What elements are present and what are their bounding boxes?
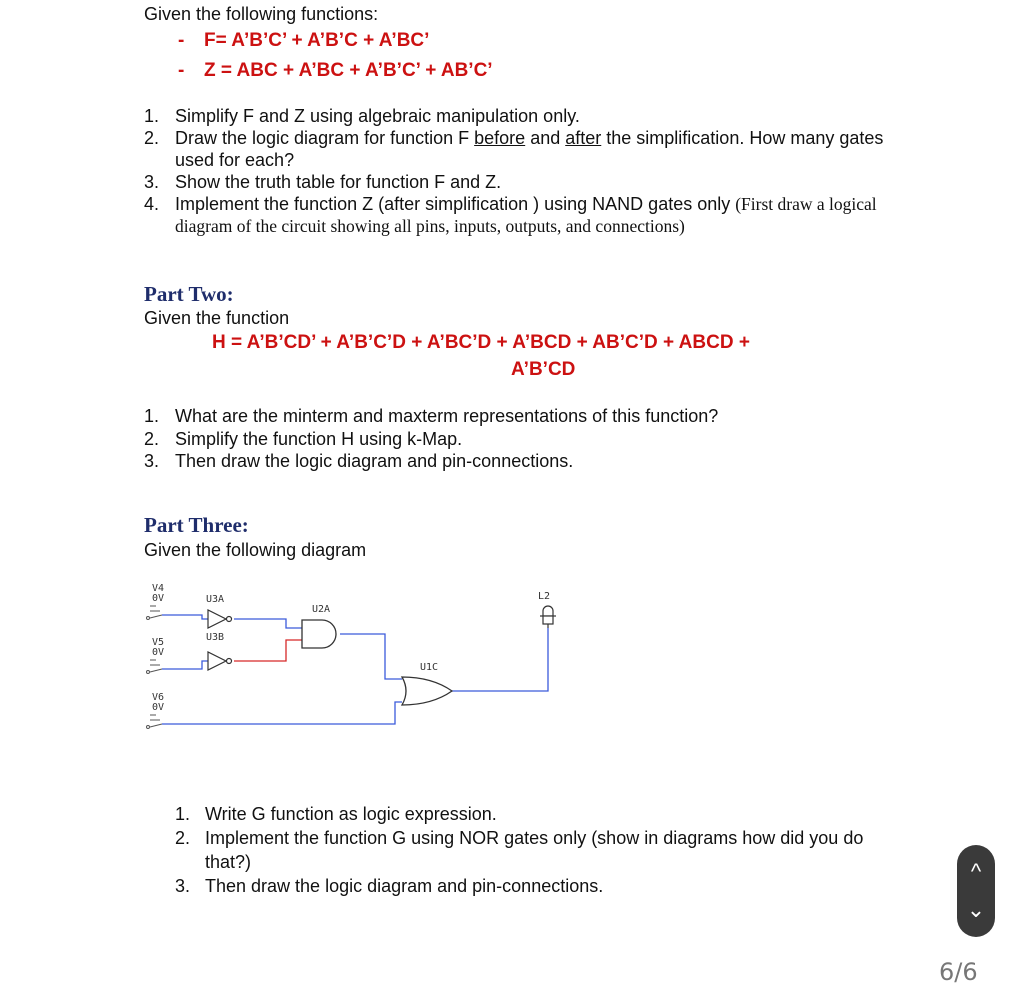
gate-label: U3A: [206, 594, 225, 605]
page-up-button[interactable]: ^: [970, 859, 982, 884]
question-text: Then draw the logic diagram and pin-connections.: [175, 451, 574, 471]
intro-text: Given the following functions:: [144, 4, 379, 24]
function-z-expression: Z = ABC + A’BC + A’B’C’ + AB’C’: [204, 60, 493, 81]
wire-red: [234, 640, 302, 661]
part-three-given: Given the following diagram: [144, 540, 367, 560]
inverter-u3a: [206, 594, 232, 628]
question-text-part: Draw the logic diagram for function F: [175, 128, 475, 148]
gate-label: U2A: [312, 604, 331, 615]
question-text: Simplify F and Z using algebraic manipulation only.: [175, 106, 580, 126]
function-bullet: -: [178, 60, 185, 81]
gate-label: U3B: [206, 632, 225, 643]
question-text: Show the truth table for function F and Z.: [175, 172, 502, 192]
or-gate-u1c: [402, 662, 452, 705]
voltage-source-v4: [147, 583, 165, 620]
question-number: 1.: [175, 804, 191, 824]
underlined-after: after: [565, 128, 602, 148]
and-gate-u2a: [302, 604, 336, 648]
function-f-expression: F= A’B’C’ + A’B’C + A’BC’: [204, 30, 430, 51]
question-text-part: and: [525, 128, 566, 148]
circuit-diagram: [140, 578, 570, 738]
source-label: V5: [152, 637, 165, 648]
source-value: 0V: [152, 647, 165, 658]
part-two-heading: Part Two:: [144, 282, 234, 306]
question-number: 3.: [175, 876, 191, 896]
question-text-continued: diagram of the circuit showing all pins, inputs, outputs, and connections): [175, 216, 685, 236]
function-h-expression: H = A’B’CD’ + A’B’C’D + A’BC’D + A’BCD + AB’C’D + ABCD +: [212, 332, 750, 353]
underlined-before: before: [474, 128, 526, 148]
voltage-source-v6: [147, 692, 165, 729]
question-text: [175, 128, 883, 149]
question-text: [175, 194, 877, 215]
question-number: 2.: [175, 828, 191, 848]
source-label: V4: [152, 583, 165, 594]
function-h-expression-continued: A’B’CD: [511, 359, 576, 380]
probe-label: L2: [538, 591, 551, 602]
question-number: 4.: [144, 194, 160, 214]
question-text-part: Implement the function Z (after simplification ) using NAND gates only: [175, 194, 736, 214]
source-value: 0V: [152, 593, 165, 604]
question-text-continued: that?): [205, 852, 252, 872]
question-number: 2.: [144, 128, 160, 148]
question-text-part: (First draw a logical: [735, 194, 877, 214]
question-number: 3.: [144, 451, 160, 471]
gate-label: U1C: [420, 662, 439, 673]
question-text-part: the simplification. How many gates: [601, 128, 884, 148]
question-number: 1.: [144, 406, 160, 426]
source-label: V6: [152, 692, 165, 703]
question-text: What are the minterm and maxterm representations of this function?: [175, 406, 719, 426]
part-three-heading: Part Three:: [144, 513, 249, 537]
source-value: 0V: [152, 702, 165, 713]
question-text: Write G function as logic expression.: [205, 804, 497, 824]
page-down-button[interactable]: ⌄: [966, 897, 986, 922]
question-text: Simplify the function H using k-Map.: [175, 429, 463, 449]
voltage-source-v5: [147, 637, 165, 674]
question-text: Implement the function G using NOR gates only (show in diagrams how did you do: [205, 828, 864, 848]
question-number: 1.: [144, 106, 160, 126]
question-number: 2.: [144, 429, 160, 449]
probe-l2: [538, 591, 556, 628]
question-number: 3.: [144, 172, 160, 192]
page-navigation: [957, 845, 995, 937]
question-text: Then draw the logic diagram and pin-connections.: [205, 876, 604, 896]
page-indicator: 6/6: [939, 958, 978, 986]
function-bullet: -: [178, 30, 185, 51]
question-text-continued: used for each?: [175, 150, 295, 170]
inverter-u3b: [206, 632, 232, 670]
part-two-given: Given the function: [144, 308, 290, 328]
